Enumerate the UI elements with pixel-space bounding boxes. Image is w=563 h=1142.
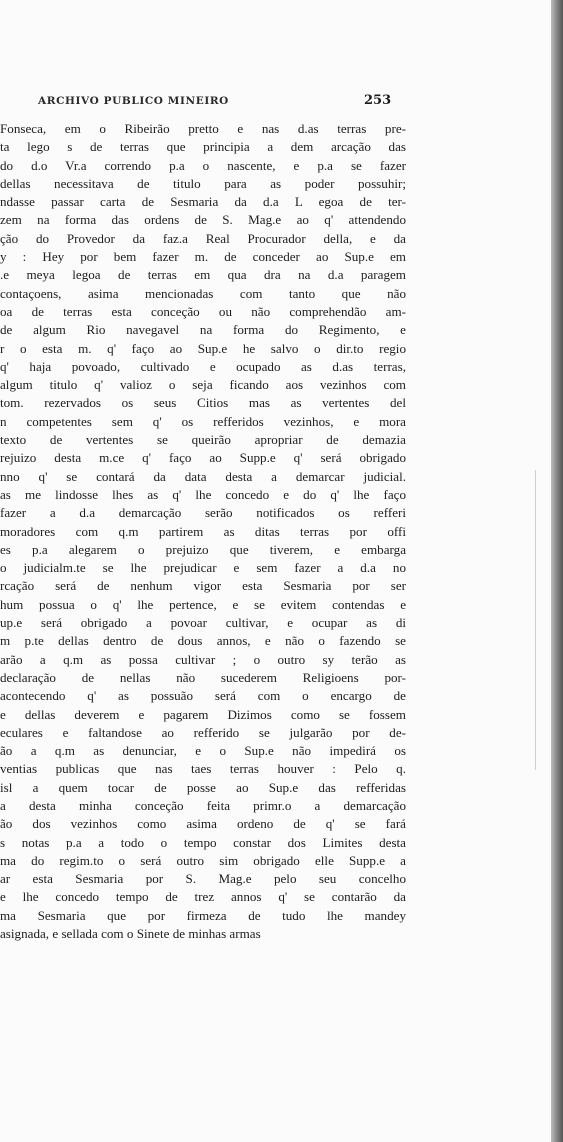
page-edge-shadow [551,0,563,1142]
page-header [38,93,392,111]
text-line: ção do Provedor da faz.a Real Procurador della, e da [0,230,406,246]
text-line: e lhe concedo tempo de trez annos q' se contarão da [0,889,406,905]
text-line: tom. rezervados os seus Citios mas as vertentes del [0,395,406,411]
text-line: s notas p.a a todo o tempo constar dos Limites desta [0,834,406,850]
text-line: es p.a alegarem o prejuizo que tiverem, e embarga [0,541,406,557]
text-line: ndasse passar carta de Sesmaria da d.a L egoa de ter- [0,194,406,210]
text-line: ar esta Sesmaria por S. Mag.e pelo seu concelho [0,871,406,887]
text-line: as me lindosse lhes as q' lhe concedo e do q' lhe faço [0,486,406,502]
text-line: ta lego s de terras que principia a dem arcação das [0,139,406,155]
text-line: e dellas deverem e pagarem Dizimos como se fossem [0,706,406,722]
text-line: ventias publicas que nas taes terras houver : Pelo q. [0,761,406,777]
text-line: q' haja povoado, cultivado e ocupado as d.as terras, [0,358,406,374]
text-line: ma do regim.to o será outro sim obrigado elle Supp.e a [0,852,406,868]
text-line: fazer a d.a demarcação serão notificados os refferi [0,505,406,521]
text-line: algum titulo q' valioz o seja ficando aos vezinhos com [0,377,406,393]
text-line: .e meya legoa de terras em qua dra na d.a paragem [0,267,406,283]
text-line: r o esta m. q' faço ao Sup.e he salvo o dir.to regio [0,340,406,356]
page-fold-mark [535,470,536,770]
text-line: acontecendo q' as possuão será com o encargo de [0,688,406,704]
text-line: zem na forma das ordens de S. Mag.e ao q' attendendo [0,212,406,228]
running-title: ARCHIVO PUBLICO MINEIRO [38,95,229,107]
text-line: asignada, e sellada com o Sinete de minhas armas [0,926,261,942]
body-text [0,120,406,943]
text-line: y : Hey por bem fazer m. de conceder ao Sup.e em [0,249,406,265]
text-line: rejuizo desta m.ce q' faço ao Supp.e q' será obrigado [0,450,406,466]
text-line: texto de vertentes se queirão apropriar de demazia [0,432,406,448]
text-line: rcação será de nenhum vigor esta Sesmaria por ser [0,578,406,594]
text-line: do d.o Vr.a correndo p.a o nascente, e p.a se fazer [0,157,406,173]
text-line: Fonseca, em o Ribeirão pretto e nas d.as terras pre- [0,121,406,136]
text-line: n competentes sem q' os refferidos vezinhos, e mora [0,413,406,429]
text-line: dellas necessitava de titulo para as poder possuhir; [0,175,406,191]
text-line: moradores com q.m partirem as ditas terras por offi [0,523,406,539]
page-number: 253 [364,93,392,108]
text-line: arão a q.m as possa cultivar ; o outro sy terão as [0,651,406,667]
text-line: ão a q.m as denunciar, e o Sup.e não impedirá os [0,743,406,759]
text-line: declaração de nellas não sucederem Religioens por- [0,669,406,685]
text-line: isl a quem tocar de posse ao Sup.e das refferidas [0,779,406,795]
text-line: contaçoens, asima mencionadas com tanto que não [0,285,406,301]
text-line: hum possua o q' lhe pertence, e se evitem contendas e [0,596,406,612]
text-line: oa de terras esta conceção ou não comprehendão am- [0,303,406,319]
text-line: m p.te dellas dentro de dous annos, e não o fazendo se [0,633,406,649]
text-line: de algum Rio navegavel na forma do Regimento, e [0,322,406,338]
text-line: up.e será obrigado a povoar cultivar, e ocupar as di [0,615,406,631]
text-line: a desta minha conceção feita primr.o a demarcação [0,797,406,813]
text-line: nno q' se contará da data desta a demarcar judicial. [0,468,406,484]
text-line: o judicialm.te se lhe prejudicar e sem fazer a d.a no [0,560,406,576]
text-line: ma Sesmaria que por firmeza de tudo lhe mandey [0,907,406,923]
text-line: eculares e faltandose ao refferido se julgarão por de- [0,724,406,740]
text-line: ão dos vezinhos como asima ordeno de q' se fará [0,816,406,832]
